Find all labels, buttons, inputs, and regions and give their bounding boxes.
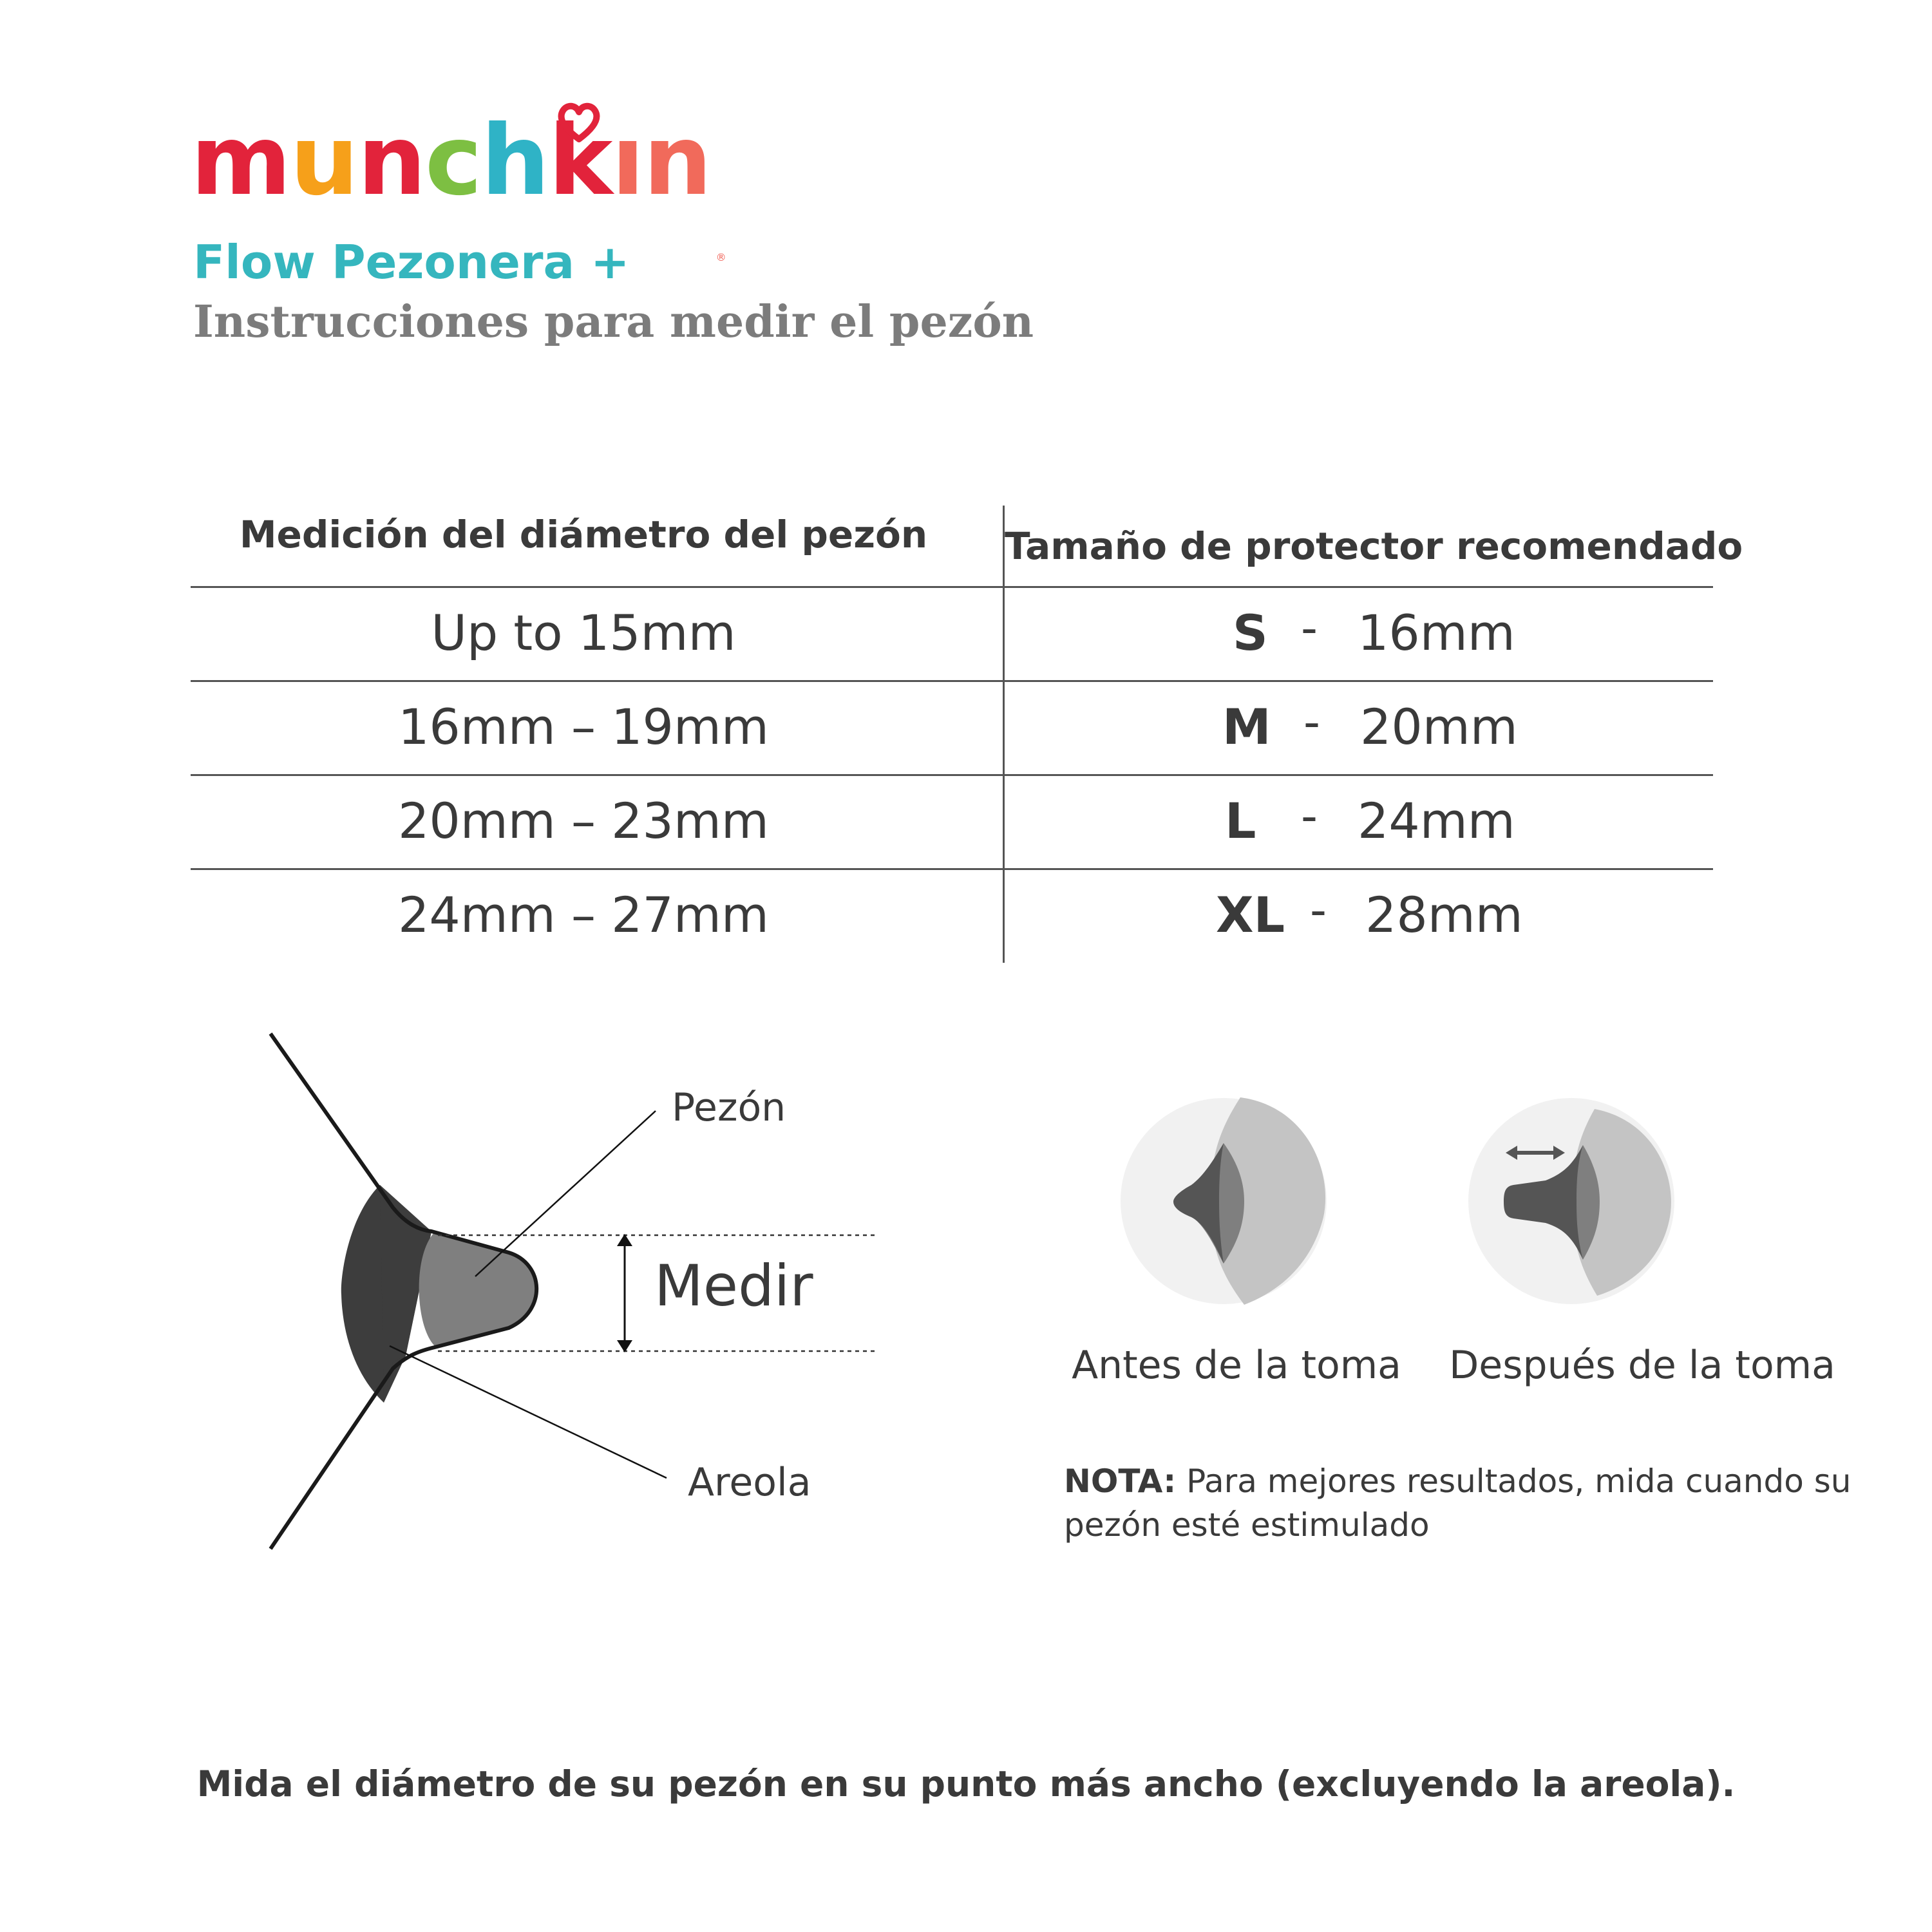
shield-size: 20mm <box>1360 698 1518 755</box>
logo-letter: u <box>290 105 358 217</box>
size-code: M <box>1222 698 1271 755</box>
nipple-measurement-diagram <box>0 1005 966 1584</box>
logo-letter: ı <box>611 105 643 217</box>
note-label: NOTA: <box>1064 1463 1177 1500</box>
logo-letter: h <box>480 105 549 217</box>
note-body: Para mejores resultados, mida cuando su pezón esté estimulado <box>1064 1463 1852 1544</box>
nipple-label: Pezón <box>672 1085 786 1130</box>
size-code: XL <box>1216 886 1285 943</box>
logo-letter: n <box>357 105 425 217</box>
footer-instruction: Mida el diámetro de su pezón en su punto más ancho (excluyendo la areola). <box>196 1763 1736 1804</box>
before-feeding-caption: Antes de la toma <box>1072 1343 1401 1388</box>
heart-outline-icon <box>556 100 601 143</box>
row-divider <box>191 586 1713 588</box>
shield-size: 16mm <box>1358 604 1515 661</box>
size-code: L <box>1225 792 1256 849</box>
separator-dash: - <box>1310 883 1327 937</box>
column-divider <box>1003 506 1005 963</box>
logo-letter: k <box>548 105 612 217</box>
column-header-measurement: Medición del diámetro del pezón <box>239 513 928 556</box>
row-divider <box>191 774 1713 776</box>
after-feeding-icon <box>1468 1095 1674 1307</box>
size-code: S <box>1233 604 1268 661</box>
separator-dash: - <box>1301 601 1318 655</box>
logo-letter: m <box>191 105 290 217</box>
before-feeding-icon <box>1121 1095 1327 1307</box>
separator-dash: - <box>1301 789 1318 843</box>
measurement-cell: 16mm – 19mm <box>398 698 769 755</box>
separator-dash: - <box>1303 695 1320 749</box>
shield-size: 24mm <box>1358 792 1515 849</box>
logo-letter: n <box>643 105 711 217</box>
logo-letter: c <box>424 105 481 217</box>
measurement-cell: 20mm – 23mm <box>398 792 769 849</box>
row-divider <box>191 680 1713 682</box>
after-feeding-caption: Después de la toma <box>1449 1343 1835 1388</box>
nipple-leader-line <box>475 1111 656 1276</box>
page-subtitle: Instrucciones para medir el pezón <box>193 296 1034 348</box>
product-title: Flow Pezonera + <box>193 235 630 289</box>
nipple-shape <box>419 1232 536 1346</box>
row-divider <box>191 868 1713 870</box>
measure-label: Medir <box>654 1253 813 1319</box>
measurement-cell: 24mm – 27mm <box>398 886 769 943</box>
shield-size: 28mm <box>1365 886 1523 943</box>
note-text <box>1064 1459 1901 1547</box>
areola-leader-line <box>390 1346 667 1478</box>
registered-mark: ® <box>715 251 725 263</box>
logo-wordmark <box>191 105 711 217</box>
areola-label: Areola <box>688 1460 811 1505</box>
measurement-cell: Up to 15mm <box>431 604 736 661</box>
column-header-shield-size: Tamaño de protector recomendado <box>1005 524 1743 568</box>
